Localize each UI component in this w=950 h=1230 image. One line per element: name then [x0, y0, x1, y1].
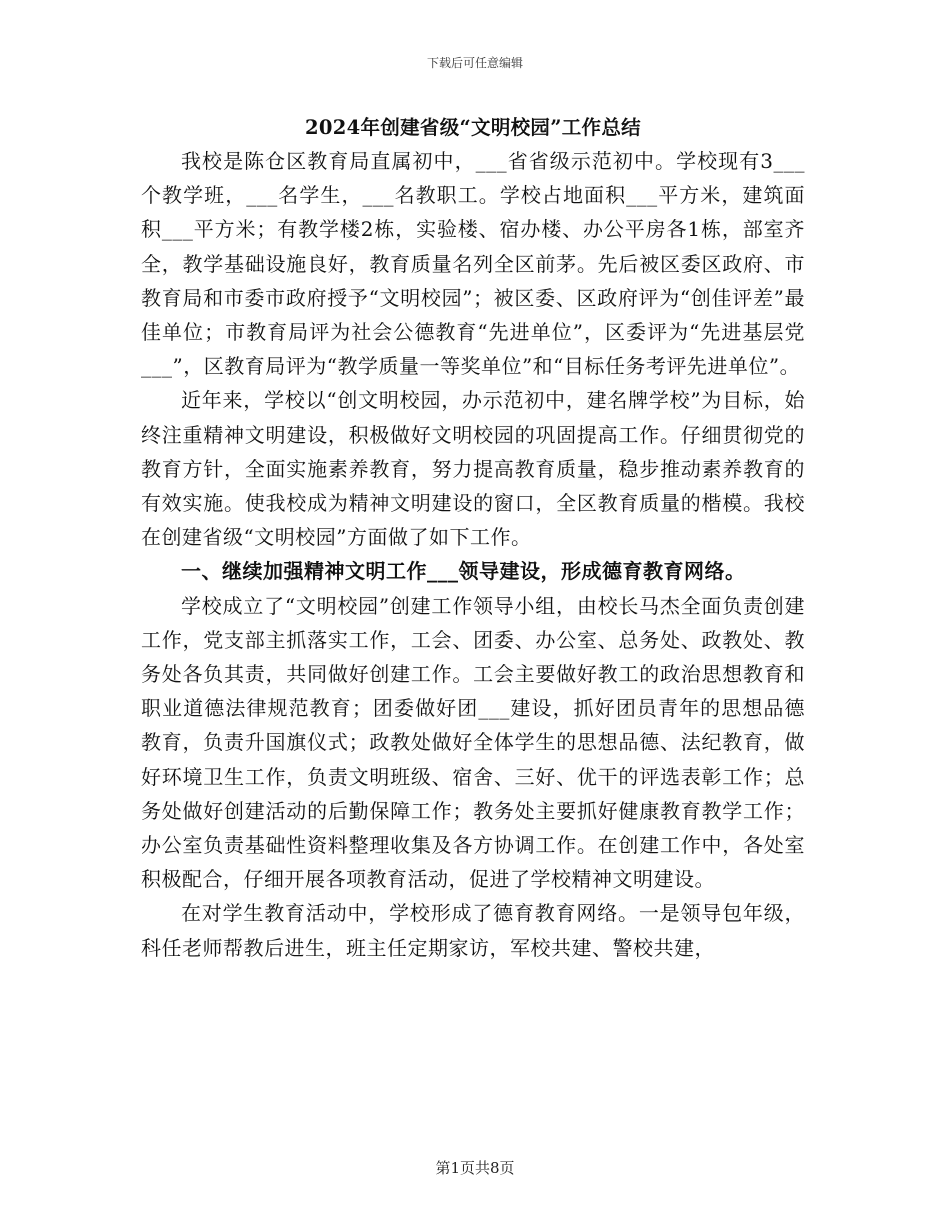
- document-title: 2024年创建省级“文明校园”工作总结: [305, 116, 641, 139]
- paragraph-goals: 近年来，学校以“创文明校园，办示范初中，建名牌学校”为目标，始终注重精神文明建设，积极做好文明校园的巩固提高工作。仔细贯彻党的教育方针，全面实施素养教育，努力提高教育质量，稳步推动素养教育的有效实施。使我校成为精神文明建设的窗口，全区教育质量的楷模。我校在创建省级“文明校园”方面做了如下工作。: [141, 388, 805, 550]
- paragraph-leadership: 学校成立了“文明校园”创建工作领导小组，由校长马杰全面负责创建工作，党支部主抓落实工作，工会、团委、办公室、总务处、政教处、教务处各负其责，共同做好创建工作。工会主要做好教工的政治思想教育和职业道德法律规范教育；团委做好团___建设，抓好团员青年的思想品德教育，负责升国旗仪式；政教处做好全体学生的思想品德、法纪教育，做好环境卫生工作，负责文明班级、宿舍、三好、优干的评选表彰工作；总务处做好创建活动的后勤保障工作；教务处主要抓好健康教育教学工作；办公室负责基础性资料整理收集及各方协调工作。在创建工作中，各处室积极配合，仔细开展各项教育活动，促进了学校精神文明建设。: [141, 593, 805, 892]
- document-body: [141, 112, 805, 965]
- paragraph-education-network: 在对学生教育活动中，学校形成了德育教育网络。一是领导包年级，科任老师帮教后进生，班主任定期家访，军校共建、警校共建，: [141, 901, 805, 960]
- page-number: 第1页共8页: [435, 1159, 515, 1177]
- section-heading-1: 一、继续加强精神文明工作___领导建设，形成德育教育网络。: [181, 559, 746, 584]
- paragraph-intro: 我校是陈仓区教育局直属初中，___省省级示范初中。学校现有3___个教学班，___名学生，___名教职工。学校占地面积___平方米，建筑面积___平方米；有教学楼2栋，实验楼、宿办楼、办公平房各1栋，部室齐全，教学基础设施良好，教育质量名列全区前茅。先后被区委区政府、市教育局和市委市政府授予“文明校园”；被区委、区政府评为“创佳评差”最佳单位；市教育局评为社会公德教育“先进单位”，区委评为“先进基层党___”，区教育局评为“教学质量一等奖单位”和“目标任务考评先进单位”。: [141, 149, 805, 379]
- page-header: 下载后可任意编辑: [426, 56, 523, 70]
